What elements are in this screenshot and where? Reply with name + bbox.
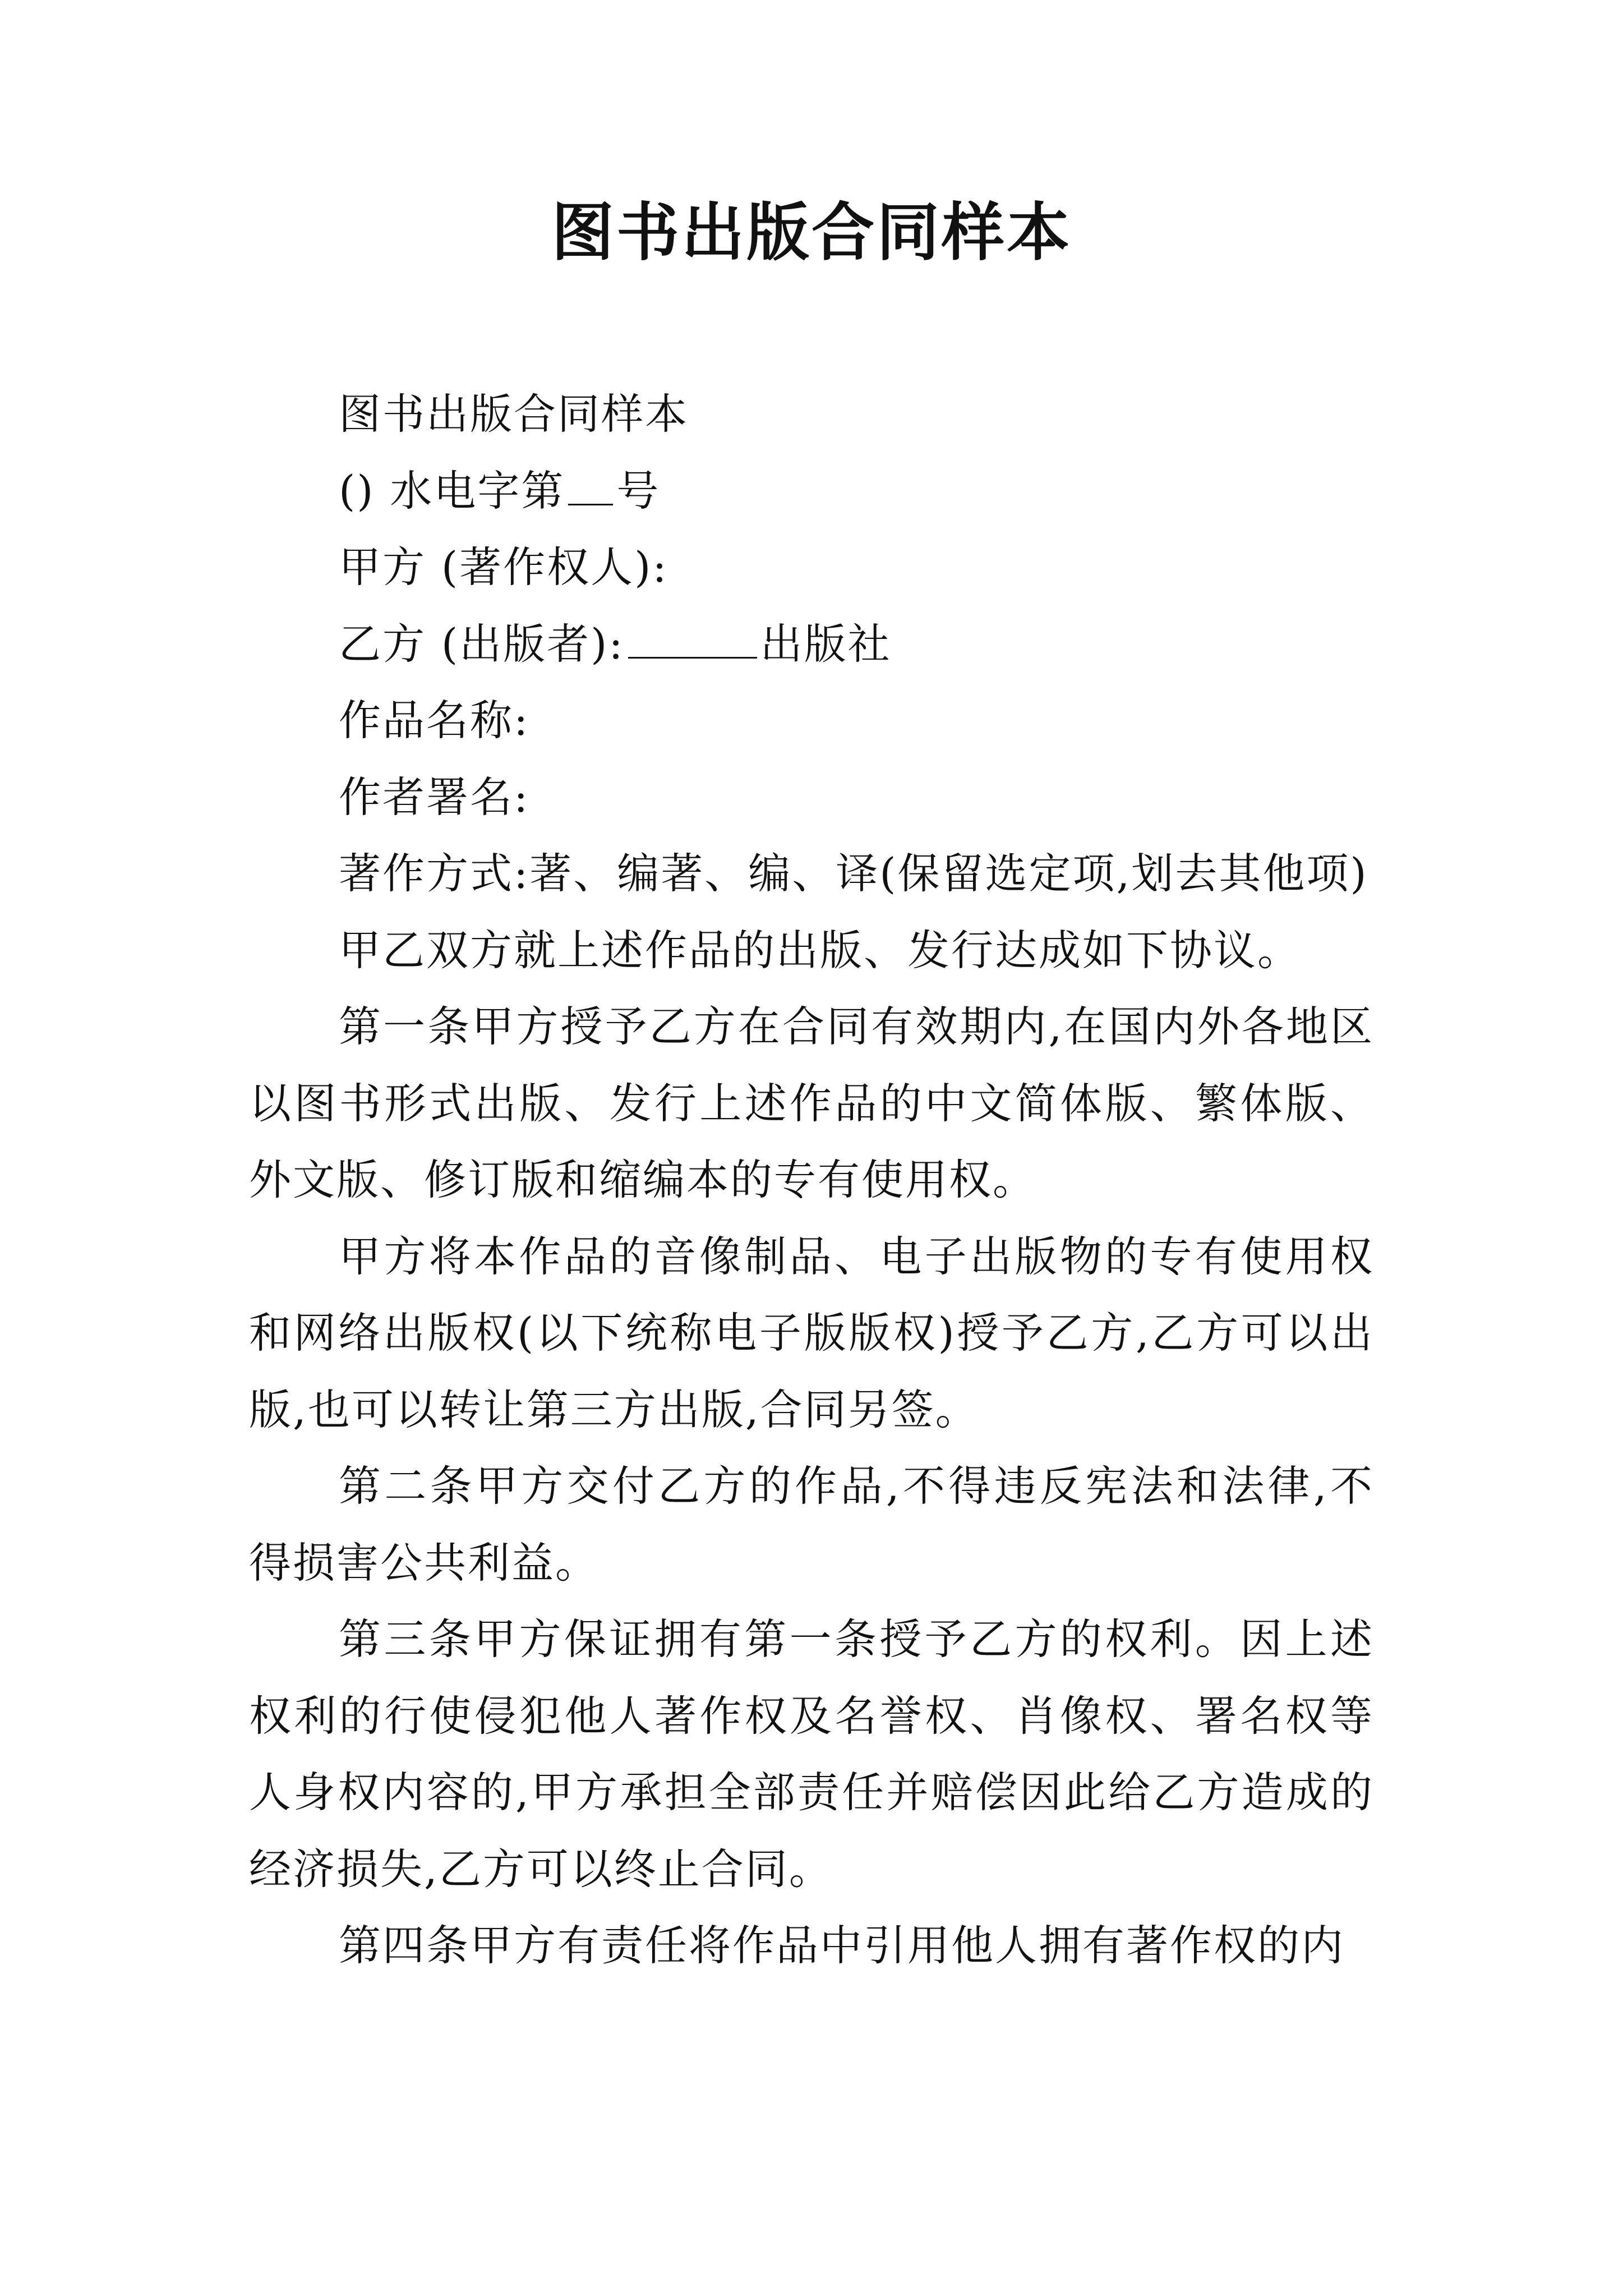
contract-number-suffix: 号	[616, 466, 661, 516]
paragraph-article-4: 第四条甲方有责任将作品中引用他人拥有著作权的内	[339, 1921, 1345, 1970]
paragraph-article-1: 第一条甲方授予乙方在合同有效期内,在国内外各地区以图书形式出版、发行上述作品的中文简体版、繁体版、外文版、修订版和缩编本的专有使用权。	[249, 1002, 1374, 1204]
header-authorship-mode: 著作方式:著、编著、编、译(保留选定项,划去其他项)	[339, 849, 1368, 898]
header-contract-name: 图书出版合同样本	[339, 389, 689, 439]
paragraph-article-3: 第三条甲方保证拥有第一条授予乙方的权利。因上述权利的行使侵犯他人著作权及名誉权、肖像权、署名权等人身权内容的,甲方承担全部责任并赔偿因此给乙方造成的经济损失,乙方可以终止合同。	[249, 1614, 1374, 1894]
header-party-b	[249, 606, 1374, 683]
header-contract-number	[249, 453, 1374, 530]
header-work-title: 作品名称:	[339, 696, 530, 745]
paragraph-electronic-rights: 甲方将本作品的音像制品、电子出版物的专有使用权和网络出版权(以下统称电子版版权)授予乙方,乙方可以出版,也可以转让第三方出版,合同另签。	[249, 1231, 1374, 1434]
contract-number-blank	[568, 466, 613, 505]
party-b-prefix: 乙方 (出版者):	[339, 619, 625, 669]
paragraph-article-2: 第二条甲方交付乙方的作品,不得违反宪法和法律,不得损害公共利益。	[249, 1461, 1374, 1588]
document-title: 图书出版合同样本	[551, 196, 1072, 269]
header-author-signature: 作者署名:	[339, 772, 530, 822]
header-party-a: 甲方 (著作权人):	[339, 542, 668, 592]
publisher-name-blank	[628, 619, 757, 659]
paragraph-agreement: 甲乙双方就上述作品的出版、发行达成如下协议。	[339, 925, 1302, 975]
document-body	[249, 376, 1374, 1984]
contract-number-prefix: () 水电字第	[339, 466, 565, 516]
party-b-suffix: 出版社	[760, 619, 892, 669]
